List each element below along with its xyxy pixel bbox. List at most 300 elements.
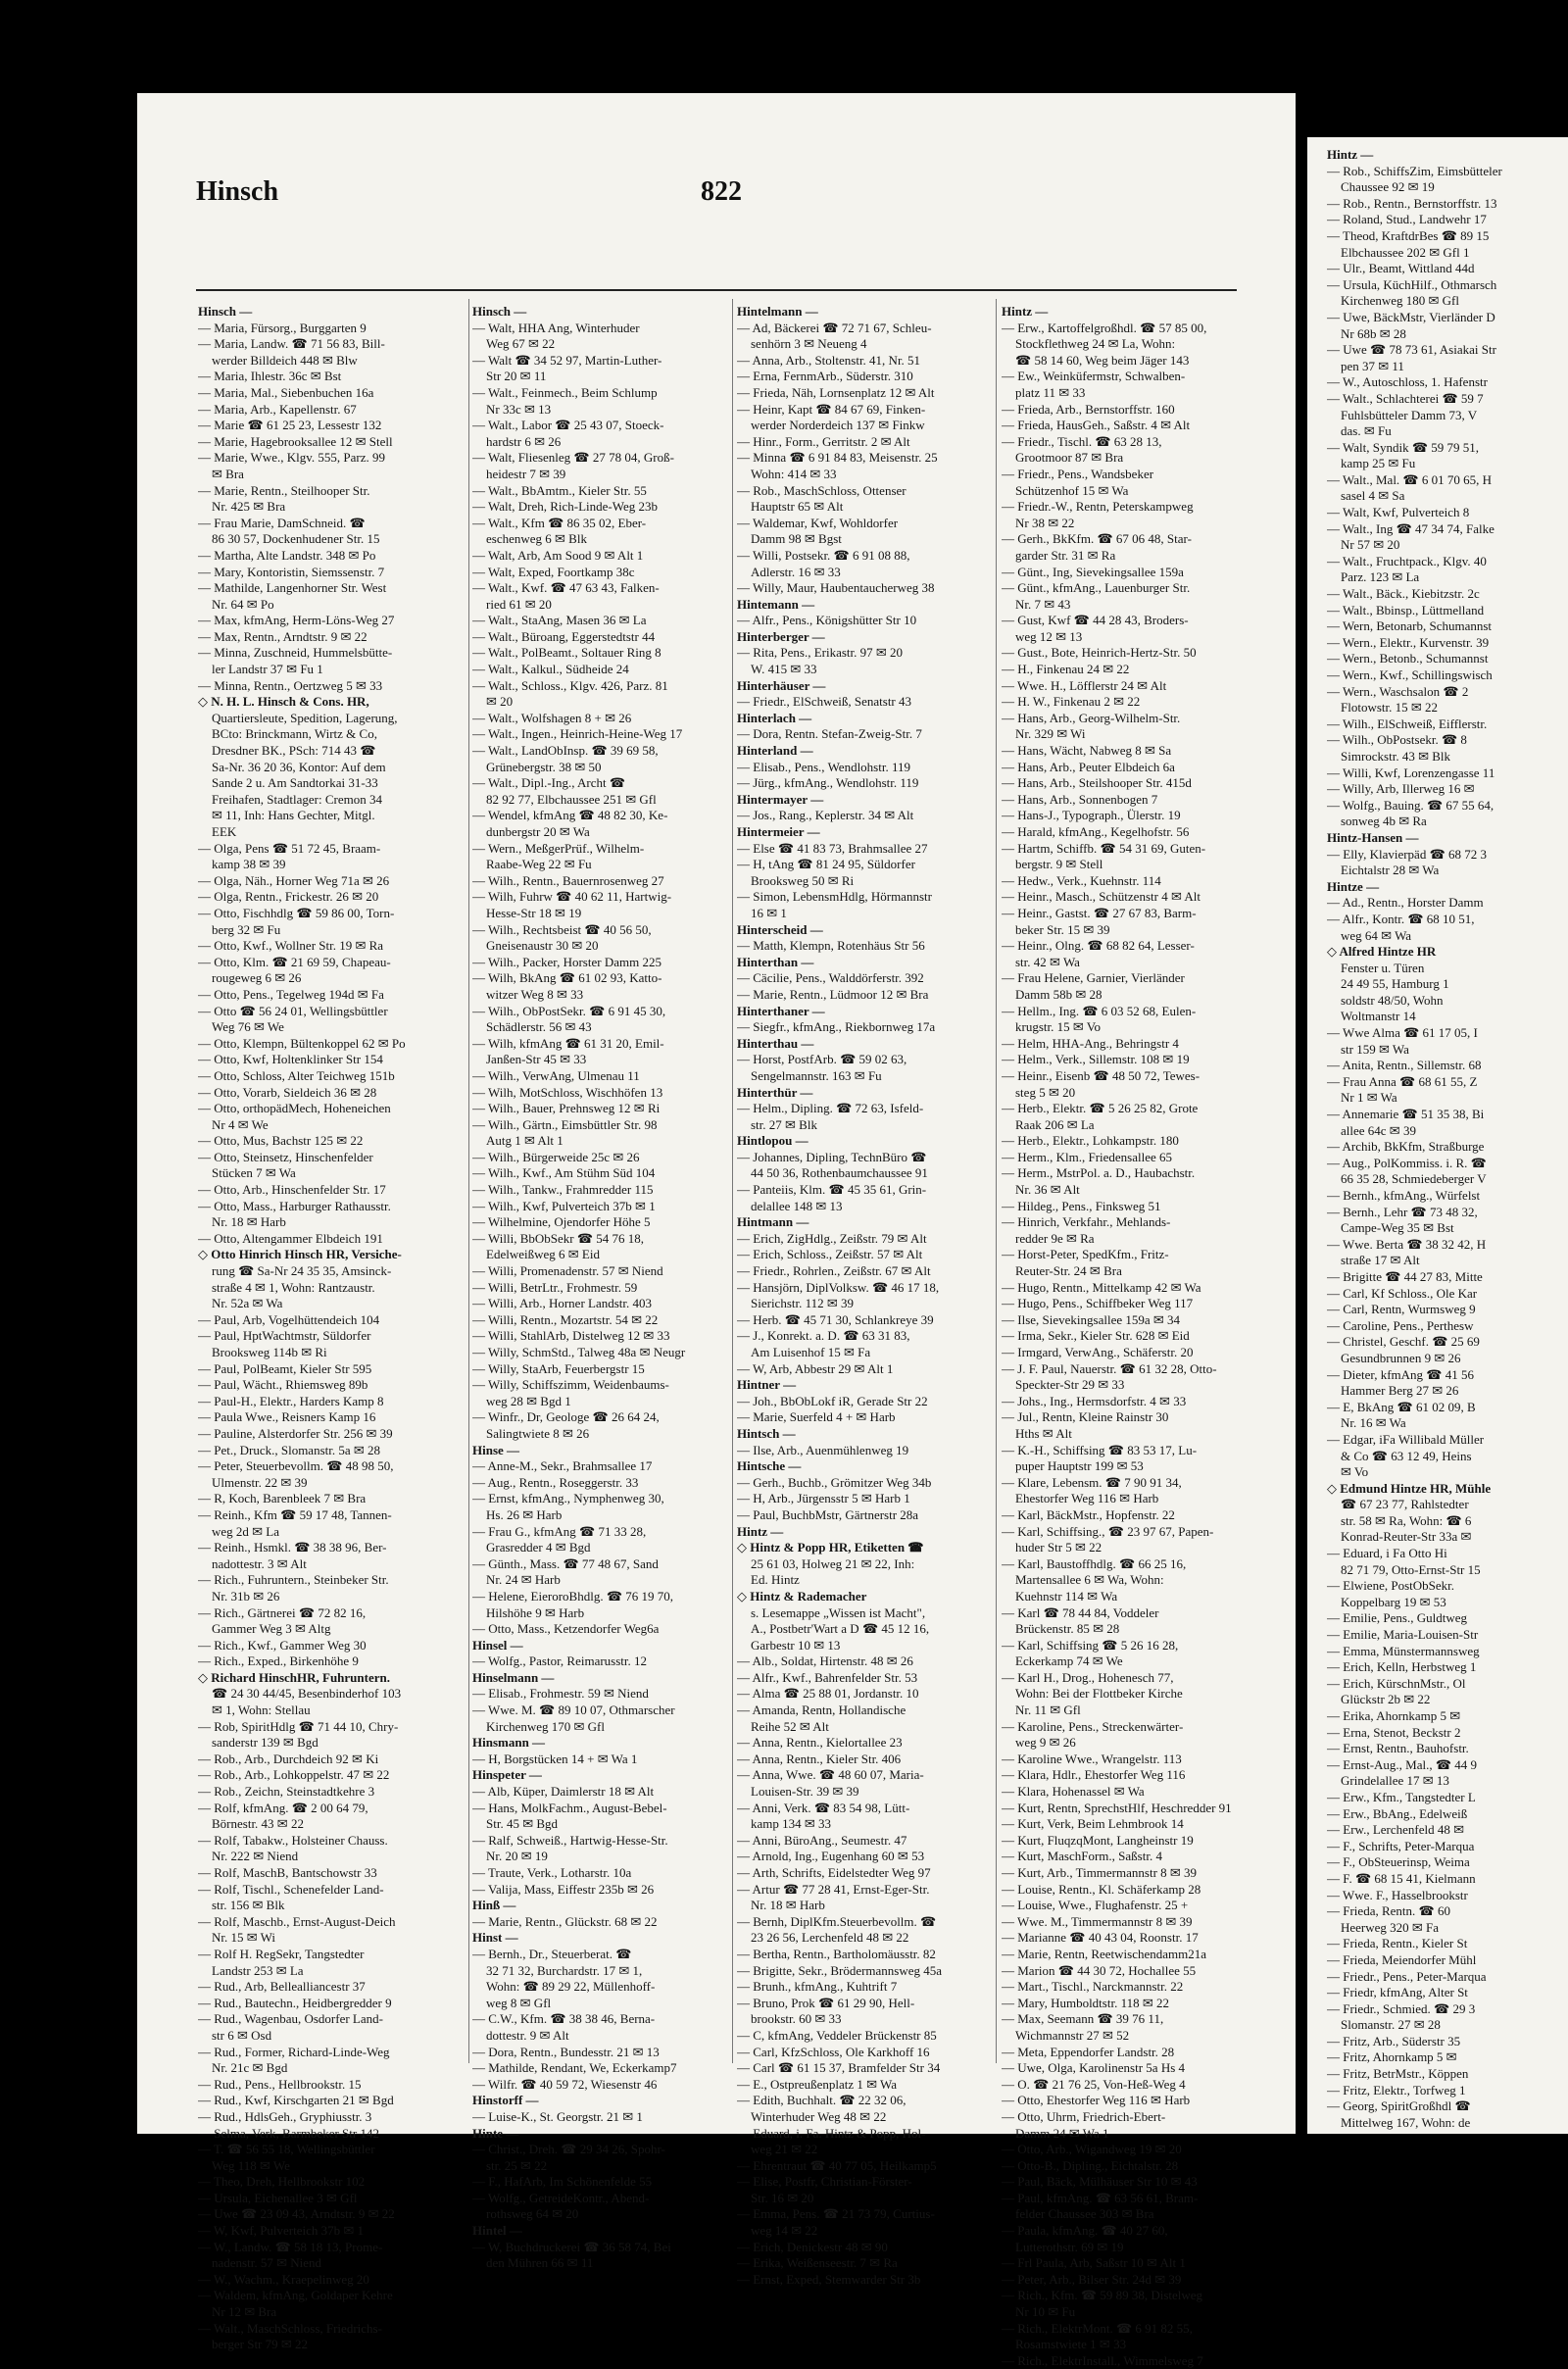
directory-entry-line: Eckerkamp 74 ✉ We [1015, 1653, 1123, 1669]
directory-entry-line: str. 27 ✉ Blk [751, 1116, 817, 1132]
directory-entry-line: — Peter, Arb., Bilser Str. 24d ✉ 39 [1002, 2271, 1182, 2287]
directory-entry-line: sanderstr 139 ✉ Bgd [212, 1735, 318, 1751]
directory-entry-line: — Marion ☎ 44 30 72, Hochallee 55 [1002, 1962, 1197, 1978]
directory-entry-line: str 159 ✉ Wa [1341, 1041, 1409, 1057]
surname-heading: Hinst — [472, 1930, 518, 1946]
directory-entry-line: — Johannes, Dipling, TechnBüro ☎ [737, 1149, 927, 1164]
directory-entry-line: — Caroline, Pens., Perthesw [1327, 1317, 1474, 1333]
directory-entry-line: — Christ., Dreh. ☎ 29 34 26, Spohr- [472, 2142, 665, 2157]
directory-entry-line: — W., Autoschloss, 1. Hafenstr [1327, 374, 1488, 390]
directory-entry-line: Glückstr 2b ✉ 22 [1341, 1692, 1431, 1707]
directory-entry-line: — Klare, Lebensm. ☎ 7 90 91 34, [1002, 1474, 1182, 1490]
directory-entry-line: felder Chaussee 303 ✉ Bra [1015, 2206, 1154, 2222]
directory-entry-line: — Rob, SpiritHdlg ☎ 71 44 10, Chry- [198, 1718, 399, 1734]
directory-entry-line: ✉ 11, Inh: Hans Gechter, Mitgl. [212, 808, 375, 823]
directory-entry-line: sonweg 4b ✉ Ra [1341, 814, 1427, 829]
surname-heading: Hintlopou — [737, 1133, 808, 1149]
surname-heading: Hinterland — [737, 743, 813, 759]
directory-entry-line: — Ernst-Aug., Mal., ☎ 44 9 [1327, 1756, 1478, 1772]
directory-entry-line: — Heinr., Eisenb ☎ 48 50 72, Tewes- [1002, 1067, 1200, 1083]
directory-entry-line: — Heinr., Masch., Schützenstr 4 ✉ Alt [1002, 889, 1200, 905]
directory-entry-line: — Rolf, Tabakw., Holsteiner Chauss. [198, 1832, 388, 1848]
surname-heading: Hinsch — [472, 304, 527, 319]
directory-entry-line: — Paul-H., Elektr., Harders Kamp 8 [198, 1393, 384, 1408]
directory-entry-line: — Brunh., kfmAng., Kuhtrift 7 [737, 1979, 898, 1995]
surname-heading: Hinsmann — [472, 1735, 546, 1751]
directory-entry-line: — Rita, Pens., Erikastr. 97 ✉ 20 [737, 645, 904, 661]
directory-entry-line: Damm 98 ✉ Bgst [751, 531, 842, 547]
directory-entry-line: — Rich., Exped., Birkenhöhe 9 [198, 1653, 359, 1669]
directory-entry-line: Nr. 31b ✉ 26 [212, 1588, 280, 1604]
directory-entry-line: 24 49 55, Hamburg 1 [1341, 976, 1449, 992]
directory-entry-line: — Willi, Kwf, Lorenzengasse 11 [1327, 765, 1495, 780]
directory-entry-line: 16 ✉ 1 [751, 905, 787, 920]
surname-heading: Hinte — [472, 2125, 519, 2141]
directory-entry-line: — Traute, Verk., Lotharstr. 10a [472, 1865, 632, 1880]
directory-entry-line: Gneisenaustr 30 ✉ 20 [486, 938, 599, 954]
directory-entry-line: Weg 67 ✉ 22 [486, 336, 556, 352]
directory-entry-line: — Otto, Arb., Hinschenfelder Str. 17 [198, 1182, 386, 1198]
surname-heading: Hinselmann — [472, 1669, 555, 1685]
directory-entry-line: — Herm., MstrPol. a. D., Haubachstr. [1002, 1165, 1196, 1181]
directory-entry-line: — Christel, Geschf. ☎ 25 69 [1327, 1334, 1480, 1350]
directory-entry-line: — Elisab., Pens., Wendlohstr. 119 [737, 759, 910, 774]
directory-entry-line: Quartiersleute, Spedition, Lagerung, [212, 710, 398, 725]
directory-entry-line: ☎ 67 23 77, Rahlstedter [1341, 1497, 1469, 1512]
directory-entry-line: Sa-Nr. 36 20 36, Kontor: Auf dem [212, 759, 386, 774]
directory-entry-line: — Walt., Bbinsp., Lüttmelland [1327, 602, 1485, 617]
directory-entry-line: — Wern., Elektr., Kurvenstr. 39 [1327, 634, 1490, 650]
directory-entry-line: — Irma, Sekr., Kieler Str. 628 ✉ Eid [1002, 1328, 1190, 1344]
directory-entry-line: — Emilie, Maria-Louisen-Str [1327, 1627, 1479, 1643]
directory-entry-line: rung ☎ Sa-Nr 24 35 35, Amsinck- [212, 1263, 392, 1279]
directory-entry-line: — Otto, Mass., Harburger Rathausstr. [198, 1198, 391, 1213]
directory-entry-line: — Marie, Hagebrooksallee 12 ✉ Stell [198, 433, 393, 449]
directory-entry-line: — Otto ☎ 56 24 01, Wellingsbüttler [198, 1003, 388, 1018]
directory-entry-line: — Heinr., Gastst. ☎ 27 67 83, Barm- [1002, 905, 1197, 920]
directory-entry-line: — Wern., Betonb., Schumannst [1327, 651, 1489, 666]
directory-entry-line: — Hinr., Form., Gerritstr. 2 ✉ Alt [737, 433, 910, 449]
directory-entry-line: — Otto, Ehestorfer Weg 116 ✉ Harb [1002, 2093, 1191, 2108]
directory-entry-line: ✉ 20 [486, 694, 514, 710]
directory-entry-line: — Wern., Kwf., Schillingswisch [1327, 667, 1493, 682]
directory-entry-line: — Helm, HHA-Ang., Behringstr 4 [1002, 1035, 1179, 1051]
directory-entry-line: Gesundbrunnen 9 ✉ 26 [1341, 1350, 1461, 1365]
surname-heading: Hintsch — [737, 1425, 796, 1441]
directory-entry-line: — Walt., Ingen., Heinrich-Heine-Weg 17 [472, 726, 683, 742]
directory-entry-line: — Rob., Rentn., Bernstorffstr. 13 [1327, 195, 1497, 211]
directory-entry-line: — J., Konrekt. a. D. ☎ 63 31 83, [737, 1328, 910, 1344]
directory-entry-line: — W, Kwf, Pulverteich 37b ✉ 1 [198, 2223, 365, 2239]
directory-entry-line: — Frieda, Meiendorfer Mühl [1327, 1951, 1477, 1967]
directory-entry-line: — Wilh., Gärtn., Eimsbüttler Str. 98 [472, 1116, 658, 1132]
directory-entry-line: — Karoline, Pens., Streckenwärter- [1002, 1718, 1184, 1734]
directory-entry-line: Nr 12 ✉ Bra [212, 2304, 277, 2320]
directory-entry-line: ☎ 24 30 44/45, Besenbinderhof 103 [212, 1686, 402, 1702]
directory-entry-line: — Wern., Waschsalon ☎ 2 [1327, 683, 1469, 699]
directory-entry-line: — Otto, Pens., Tegelweg 194d ✉ Fa [198, 986, 384, 1002]
directory-entry-line: — Willi, Rentn., Mozartstr. 54 ✉ 22 [472, 1311, 659, 1327]
directory-entry-line: Börnestr. 43 ✉ 22 [212, 1816, 304, 1832]
directory-entry-line: — Waldemar, Kwf, Wohldorfer [737, 515, 899, 530]
directory-entry-line: — Anita, Rentn., Sillemstr. 68 [1327, 1058, 1482, 1073]
directory-entry-line: — Emma, Pens. ☎ 21 73 79, Curtius- [737, 2206, 935, 2222]
directory-entry-line: kamp 25 ✉ Fu [1341, 456, 1416, 471]
directory-entry-line: Salingtwiete 8 ✉ 26 [486, 1425, 590, 1441]
directory-entry-line: A., Postbetr'Wart a D ☎ 45 12 16, [751, 1621, 930, 1637]
directory-entry-line: — Mary, Humboldtstr. 118 ✉ 22 [1002, 1995, 1169, 2010]
directory-entry-line: — Dora, Rentn. Stefan-Zweig-Str. 7 [737, 726, 922, 742]
directory-entry-line: — Pauline, Alsterdorfer Str. 256 ✉ 39 [198, 1425, 393, 1441]
directory-entry-line: Sierichstr. 112 ✉ 39 [751, 1296, 855, 1311]
column-divider [996, 299, 997, 2063]
directory-entry-line: — Archib, BkKfm, Straßburge [1327, 1139, 1485, 1155]
directory-entry-line: Str. 45 ✉ Bgd [486, 1816, 559, 1832]
directory-entry-line: Nr 38 ✉ 22 [1015, 515, 1075, 530]
directory-entry-line: — Willi, BetrLtr., Frohmestr. 59 [472, 1279, 638, 1295]
header-rule [196, 289, 1237, 291]
directory-entry-line: Elbchaussee 202 ✉ Gfl 1 [1341, 244, 1470, 260]
directory-entry-line: — Karl H., Drog., Hohenesch 77, [1002, 1669, 1174, 1685]
directory-entry-line: — Wilh., Bauer, Prehnsweg 12 ✉ Ri [472, 1101, 661, 1116]
directory-entry-line: Weg 76 ✉ We [212, 1019, 284, 1035]
directory-entry-line: — Friedr, kfmAng, Alter St [1327, 1985, 1468, 2000]
directory-entry-line: werder Norderdeich 137 ✉ Finkw [751, 418, 925, 433]
column-1 [198, 304, 453, 2353]
directory-entry-line: — Rud., Bautechn., Heidbergredder 9 [198, 1995, 392, 2010]
directory-entry-line: — Gust., Bote, Heinrich-Hertz-Str. 50 [1002, 645, 1197, 661]
directory-entry-line: — Ernst, Rentn., Bauhofstr. [1327, 1741, 1469, 1756]
directory-entry-line: — Wolfg., Bauing. ☎ 67 55 64, [1327, 797, 1494, 813]
directory-entry-line: — Emilie, Pens., Guldtweg [1327, 1610, 1467, 1626]
directory-entry-line: — Otto, Steinsetz, Hinschenfelder [198, 1149, 373, 1164]
directory-entry-line: — Rich., Kfm. ☎ 59 89 38, Distelweg [1002, 2288, 1203, 2303]
surname-heading: Hinterthan — [737, 954, 814, 969]
directory-entry-line: Koppelbarg 19 ✉ 53 [1341, 1594, 1446, 1609]
directory-entry-line: huder Str 5 ✉ 22 [1015, 1540, 1102, 1555]
directory-entry-line: ◇ Hintz & Popp HR, Etiketten ☎ [737, 1540, 924, 1555]
directory-entry-line: — Carl ☎ 61 15 37, Bramfelder Str 34 [737, 2060, 941, 2076]
directory-entry-line: straße 4 ✉ 1, Wohn: Rantzaustr. [212, 1279, 375, 1295]
directory-entry-line: — Paul, Wächt., Rhiemsweg 89b [198, 1377, 368, 1393]
directory-entry-line: Nr. 16 ✉ Wa [1341, 1415, 1406, 1431]
directory-entry-line: ✉ Vo [1341, 1464, 1369, 1480]
column-5 [1327, 147, 1568, 2131]
directory-entry-line: — Luise-K., St. Georgstr. 21 ✉ 1 [472, 2108, 643, 2124]
surname-heading: Hinterthür — [737, 1084, 813, 1100]
directory-entry-line: Gammer Weg 3 ✉ Altg [212, 1621, 331, 1637]
directory-entry-line: — Emma, Münstermannsweg [1327, 1643, 1480, 1658]
directory-entry-line: — Kurt, FluqzqMont, Langheinstr 19 [1002, 1832, 1194, 1848]
directory-entry-line: — Willy, Maur, Haubentaucherweg 38 [737, 580, 935, 596]
directory-entry-line: Hilshöhe 9 ✉ Harb [486, 1604, 585, 1620]
surname-heading: Hintelmann — [737, 304, 818, 319]
directory-entry-line: — Friedr., ElSchweiß, Senatstr 43 [737, 694, 912, 710]
directory-entry-line: — Marie, Rentn., Steilhooper Str. [198, 482, 370, 498]
directory-entry-line: — Hans, MolkFachm., August-Bebel- [472, 1800, 667, 1815]
directory-entry-line: — Otto, Klm. ☎ 21 69 59, Chapeau- [198, 954, 391, 969]
directory-entry-line: — Frau G., kfmAng ☎ 71 33 28, [472, 1523, 647, 1539]
directory-entry-line: — Wendel, kfmAng ☎ 48 82 30, Ke- [472, 808, 668, 823]
directory-entry-line: senhörn 3 ✉ Neueng 4 [751, 336, 867, 352]
directory-entry-line: W. 415 ✉ 33 [751, 662, 817, 677]
directory-entry-line: Slomanstr. 27 ✉ 28 [1341, 2017, 1441, 2033]
directory-entry-line: — Erich, KürschnMstr., Ol [1327, 1675, 1466, 1691]
directory-entry-line: Grootmoor 87 ✉ Bra [1015, 450, 1124, 466]
directory-entry-line: — Walt., Kwf. ☎ 47 63 43, Falken- [472, 580, 660, 596]
directory-entry-line: — Friedr., Tischl. ☎ 63 28 13, [1002, 433, 1162, 449]
surname-heading: Hinterberger — [737, 628, 825, 644]
directory-entry-line: — Rich., Gärtnerei ☎ 72 82 16, [198, 1604, 367, 1620]
directory-entry-line: weg 21 ✉ 22 [751, 2142, 818, 2157]
directory-entry-line: — Walt., Schloss., Klgv. 426, Parz. 81 [472, 677, 668, 693]
directory-entry-line: — Helm., Verk., Sillemstr. 108 ✉ 19 [1002, 1052, 1190, 1067]
directory-entry-line: Brooksweg 50 ✉ Ri [751, 872, 855, 888]
directory-entry-line: — Walt., StaAng, Masen 36 ✉ La [472, 613, 647, 628]
directory-entry-line: — Wilh., ElSchweiß, Eifflerstr. [1327, 716, 1488, 731]
directory-entry-line: — Rob., Arb., Lohkoppelstr. 47 ✉ 22 [198, 1767, 390, 1783]
directory-entry-line: — Walt., LandObInsp. ☎ 39 69 58, [472, 743, 659, 759]
directory-entry-line: — Anni, Verk. ☎ 83 54 98, Lütt- [737, 1800, 910, 1815]
column-divider [468, 299, 469, 2063]
directory-entry-line: — Fritz, BetrMstr., Köppen [1327, 2066, 1469, 2082]
directory-entry-line: — Wilh., Rechtsbeist ☎ 40 56 50, [472, 921, 652, 937]
directory-entry-line: — Bernh, DiplKfm.Steuerbevollm. ☎ [737, 1913, 937, 1929]
directory-entry-line: garder Str. 31 ✉ Ra [1015, 547, 1116, 563]
surname-heading: Hinsel — [472, 1637, 523, 1653]
directory-entry-line: — Pet., Druck., Slomanstr. 5a ✉ 28 [198, 1442, 381, 1457]
directory-entry-line: — Ilse, Arb., Auenmühlenweg 19 [737, 1442, 909, 1457]
directory-entry-line: str. 42 ✉ Wa [1015, 954, 1080, 969]
directory-entry-line: & Co ☎ 63 12 49, Heins [1341, 1448, 1472, 1463]
directory-entry-line: dottestr. 9 ✉ Alt [486, 2027, 569, 2043]
directory-entry-line: — Hans, Wächt, Nabweg 8 ✉ Sa [1002, 743, 1172, 759]
directory-entry-line: — J. F. Paul, Nauerstr. ☎ 61 32 28, Otto- [1002, 1360, 1217, 1376]
directory-entry-line: — O. ☎ 21 76 25, Von-Heß-Weg 4 [1002, 2076, 1186, 2092]
directory-entry-line: Martensallee 6 ✉ Wa, Wohn: [1015, 1572, 1164, 1588]
surname-heading: Hintze — [1327, 878, 1380, 894]
directory-entry-line: puper Hauptstr 199 ✉ 53 [1015, 1458, 1144, 1474]
directory-entry-line: — Anna, Wwe. ☎ 48 60 07, Maria- [737, 1767, 924, 1783]
directory-entry-line: Damm 58b ✉ 28 [1015, 986, 1102, 1002]
directory-entry-line: — Minna ☎ 6 91 84 83, Meisenstr. 25 [737, 450, 938, 466]
directory-entry-line: — Kurt, Verk, Beim Lehmbrook 14 [1002, 1816, 1184, 1832]
directory-entry-line: 82 71 79, Otto-Ernst-Str 15 [1341, 1561, 1481, 1577]
directory-entry-line: Brooksweg 114b ✉ Ri [212, 1345, 327, 1359]
directory-entry-line: Am Luisenhof 15 ✉ Fa [751, 1345, 871, 1359]
directory-entry-line: — Helene, EieroroBhdlg. ☎ 76 19 70, [472, 1588, 674, 1604]
directory-entry-line: rothsweg 64 ✉ 20 [486, 2206, 579, 2222]
directory-entry-line: — Meta, Eppendorfer Landstr. 28 [1002, 2044, 1175, 2059]
surname-heading: Hinspeter — [472, 1767, 542, 1783]
directory-entry-line: str 6 ✉ Osd [212, 2027, 272, 2043]
directory-entry-line: Hauptstr 65 ✉ Alt [751, 499, 844, 515]
surname-heading: Hinterlach — [737, 710, 812, 725]
directory-entry-line: — Walt., Kalkul., Südheide 24 [472, 662, 629, 677]
directory-entry-line: Sengelmannstr. 163 ✉ Fu [751, 1067, 882, 1083]
directory-entry-line: — Otto, Arb., Wigandweg 19 ✉ 20 [1002, 2142, 1182, 2157]
directory-entry-line: — Louise, Rentn., Kl. Schäferkamp 28 [1002, 1881, 1201, 1897]
directory-entry-line: — Eduard, i Fa Otto Hi [1327, 1546, 1447, 1561]
directory-entry-line: Konrad-Reuter-Str 33a ✉ [1341, 1529, 1472, 1545]
directory-entry-line: — Otto, Kwf., Wollner Str. 19 ✉ Ra [198, 938, 384, 954]
directory-entry-line: Fuhlsbütteler Damm 73, V [1341, 407, 1478, 422]
directory-entry-line: — Carl, Kf Schloss., Ole Kar [1327, 1285, 1478, 1301]
directory-entry-line: — Max, Seemann ☎ 39 76 11, [1002, 2011, 1164, 2027]
directory-entry-line: — Olga, Näh., Horner Weg 71a ✉ 26 [198, 872, 390, 888]
directory-entry-line: — H. W., Finkenau 2 ✉ 22 [1002, 694, 1141, 710]
directory-entry-line: — Aug., Rentn., Roseggerstr. 33 [472, 1474, 639, 1490]
directory-entry-line: dunbergstr 20 ✉ Wa [486, 824, 590, 839]
directory-entry-line: — Marie, Rentn, Reetwischendamm21a [1002, 1946, 1207, 1961]
directory-entry-line: — Klara, Hohenassel ✉ Wa [1002, 1784, 1145, 1800]
directory-entry-line: Sande 2 u. Am Sandtorkai 31-33 [212, 775, 378, 791]
directory-entry-line: — Rob., Zeichn, Steinstadtkehre 3 [198, 1784, 375, 1800]
directory-entry-line: ◇ Hintz & Rademacher [737, 1588, 867, 1604]
directory-entry-line: Nr. 24 ✉ Harb [486, 1572, 561, 1588]
directory-entry-line: Parz. 123 ✉ La [1341, 569, 1420, 585]
directory-entry-line: — Wwe. M. ☎ 89 10 07, Othmarscher [472, 1703, 675, 1718]
directory-entry-line: Ed. Hintz [751, 1572, 800, 1588]
directory-entry-line: — Rolf, MaschB, Bantschowstr 33 [198, 1865, 377, 1880]
directory-entry-line: Nr. 64 ✉ Po [212, 596, 274, 612]
directory-entry-line: — Walt., Fruchtpack., Klgv. 40 [1327, 553, 1487, 568]
directory-entry-line: EEK [212, 824, 237, 839]
directory-entry-line: delallee 148 ✉ 13 [751, 1198, 843, 1213]
directory-entry-line: — Walt., Schlachterei ☎ 59 7 [1327, 390, 1484, 406]
next-page-fragment [1307, 137, 1568, 2134]
directory-entry-line: — Karl, BäckMstr., Hopfenstr. 22 [1002, 1506, 1175, 1522]
directory-entry-line: — Peter, Steuerbevollm. ☎ 48 98 50, [198, 1458, 394, 1474]
directory-entry-line: — Hans, Arb., Sonnenbogen 7 [1002, 791, 1158, 807]
directory-entry-line: — Herb., Elektr., Lohkampstr. 180 [1002, 1133, 1179, 1149]
directory-entry-line: 25 61 03, Holweg 21 ✉ 22, Inh: [751, 1555, 915, 1571]
directory-entry-line: ◇ Richard HinschHR, Fuhruntern. [198, 1669, 390, 1685]
directory-entry-line: kamp 38 ✉ 39 [212, 857, 286, 872]
directory-entry-line: — Erna, Stenot, Beckstr 2 [1327, 1724, 1461, 1740]
directory-entry-line: — Hans, Arb., Peuter Elbdeich 6a [1002, 759, 1175, 774]
directory-entry-line: — Hedw., Verk., Kuehnstr. 114 [1002, 872, 1161, 888]
directory-entry-line: — Alma ☎ 25 88 01, Jordanstr. 10 [737, 1686, 919, 1702]
directory-entry-line: — F., HafArb, Im Schönenfelde 55 [472, 2174, 653, 2190]
directory-entry-line: — T. ☎ 56 55 18, Wellingsbüttler [198, 2142, 375, 2157]
directory-entry-line: allee 64c ✉ 39 [1341, 1122, 1416, 1138]
directory-entry-line: Nr. 52a ✉ Wa [212, 1296, 283, 1311]
directory-entry-line: — Wwe. M., Timmermannstr 8 ✉ 39 [1002, 1913, 1193, 1929]
surname-heading: Hinterthaner — [737, 1003, 825, 1018]
directory-entry-line: — Hinrich, Verkfahr., Mehlands- [1002, 1214, 1171, 1230]
directory-entry-line: — Friedr., Pens., Peter-Marqua [1327, 1968, 1487, 1984]
directory-entry-line: Flotowstr. 15 ✉ 22 [1341, 700, 1439, 716]
directory-entry-line: — Otto, Altengammer Elbdeich 191 [198, 1230, 383, 1246]
directory-entry-line: — Hans-J., Typograph., Ülerstr. 19 [1002, 808, 1181, 823]
directory-entry-line: 86 30 57, Dockenhudener Str. 15 [212, 531, 380, 547]
directory-entry-line: — Walt., PolBeamt., Soltauer Ring 8 [472, 645, 662, 661]
directory-entry-line: — Willy, StaArb, Feuerbergstr 15 [472, 1360, 645, 1376]
directory-entry-line: — Erw., Kfm., Tangstedter L [1327, 1789, 1476, 1804]
directory-entry-line: — Rolf, kfmAng. ☎ 2 00 64 79, [198, 1800, 368, 1815]
directory-entry-line: Grünebergstr. 38 ✉ 50 [486, 759, 602, 774]
directory-entry-line: — Panteiis, Klm. ☎ 45 35 61, Grin- [737, 1182, 927, 1198]
directory-entry-line: — Rud., Former, Richard-Linde-Weg [198, 2044, 390, 2059]
directory-entry-line: — Maria, Arb., Kapellenstr. 67 [198, 401, 357, 417]
directory-entry-line: — Jos., Rang., Keplerstr. 34 ✉ Alt [737, 808, 914, 823]
directory-entry-line: — Georg, SpiritGroßhdl ☎ [1327, 2098, 1471, 2114]
directory-entry-line: Lutterothstr. 69 ✉ 19 [1015, 2239, 1124, 2254]
directory-entry-line: — Wilh, MotSchloss, Wischhöfen 13 [472, 1084, 663, 1100]
directory-entry-line: — Otto, Vorarb, Sieldeich 36 ✉ 28 [198, 1084, 377, 1100]
surname-heading: Hintel — [472, 2223, 522, 2239]
directory-entry-line: krugstr. 15 ✉ Vo [1015, 1019, 1101, 1035]
directory-entry-line: Hammer Berg 27 ✉ 26 [1341, 1383, 1459, 1399]
directory-entry-line: Nr. 7 ✉ 43 [1015, 596, 1071, 612]
directory-entry-line: — Minna, Zuschneid, Hummelsbütte- [198, 645, 393, 661]
directory-entry-line: — Bertha, Rentn., Bartholomäusstr. 82 [737, 1946, 936, 1961]
directory-entry-line: — Elise, Postfr, Christian-Förster- [737, 2174, 912, 2190]
directory-entry-line: — Marie, Suerfeld 4 + ✉ Harb [737, 1409, 896, 1425]
directory-entry-line: — E, BkAng ☎ 61 02 09, B [1327, 1399, 1476, 1414]
directory-entry-line: — Ulr., Beamt, Wittland 44d [1327, 261, 1475, 276]
directory-entry-line: — K.-H., Schiffsing ☎ 83 53 17, Lu- [1002, 1442, 1198, 1457]
directory-entry-line: — Heinr, Kapt ☎ 84 67 69, Finken- [737, 401, 926, 417]
directory-entry-line: — Alb, Küper, Daimlerstr 18 ✉ Alt [472, 1784, 655, 1800]
directory-entry-line: BCto: Brinckmann, Wirtz & Co, [212, 726, 377, 742]
directory-entry-line: — Friedr., Rohrlen., Zeißstr. 67 ✉ Alt [737, 1263, 931, 1279]
directory-entry-line: — Wilh, kfmAng ☎ 61 31 20, Emil- [472, 1035, 664, 1051]
directory-entry-line: Nr. 425 ✉ Bra [212, 499, 286, 515]
directory-entry-line: berger Str 79 ✉ 22 [212, 2337, 309, 2352]
directory-entry-line: Nr. 20 ✉ 19 [486, 1849, 548, 1864]
directory-entry-line: Raak 206 ✉ La [1015, 1116, 1095, 1132]
directory-entry-line: — Willi, Promenadenstr. 57 ✉ Niend [472, 1263, 663, 1279]
directory-entry-line: Simrockstr. 43 ✉ Blk [1341, 748, 1451, 764]
directory-entry-line: Nr. 15 ✉ Wi [212, 1930, 276, 1946]
directory-entry-line: Str 20 ✉ 11 [486, 369, 547, 384]
directory-entry-line: — Olga, Pens ☎ 51 72 45, Braam- [198, 840, 381, 856]
surname-heading: Hintz — [737, 1523, 784, 1539]
directory-entry-line: — Wilh, Fuhrw ☎ 40 62 11, Hartwig- [472, 889, 672, 905]
directory-entry-line: Schützenhof 15 ✉ Wa [1015, 482, 1129, 498]
directory-entry-line: — Frieda, Arb., Bernstorffstr. 160 [1002, 401, 1175, 417]
directory-entry-line: — Kurt, Arb., Timmermannstr 8 ✉ 39 [1002, 1865, 1198, 1880]
directory-entry-line: Nr 1 ✉ Wa [1341, 1090, 1397, 1106]
directory-entry-line: ◇ Otto Hinrich Hinsch HR, Versiche- [198, 1247, 402, 1262]
directory-entry-line: — Hans, Arb., Steilshooper Str. 415d [1002, 775, 1192, 791]
directory-entry-line: — Reinh., Hsmkl. ☎ 38 38 96, Ber- [198, 1540, 387, 1555]
directory-entry-line: — Alb., Soldat, Hirtenstr. 48 ✉ 26 [737, 1653, 913, 1669]
directory-entry-line: Reihe 52 ✉ Alt [751, 1718, 829, 1734]
directory-entry-line: — Otto, Klempn, Bültenkoppel 62 ✉ Po [198, 1035, 406, 1051]
directory-entry-line: — C, kfmAng, Veddeler Brückenstr 85 [737, 2027, 937, 2043]
directory-entry-line: — Walt, Syndik ☎ 59 79 51, [1327, 439, 1480, 455]
directory-entry-line: ☎ 58 14 60, Weg beim Jäger 143 [1015, 352, 1190, 368]
directory-entry-line: — Rud., Kwf, Kirschgarten 21 ✉ Bgd [198, 2093, 394, 2108]
directory-entry-line: — Walt ☎ 34 52 97, Martin-Luther- [472, 352, 662, 368]
directory-entry-line: — H., Finkenau 24 ✉ 22 [1002, 662, 1130, 677]
directory-entry-line: 44 50 36, Rothenbaumchaussee 91 [751, 1165, 928, 1181]
directory-entry-line: Nr 33c ✉ 13 [486, 401, 552, 417]
directory-entry-line: — W, Buchdruckerei ☎ 36 58 74, Bei [472, 2239, 671, 2254]
directory-entry-line: — H, Borgstücken 14 + ✉ Wa 1 [472, 1751, 638, 1766]
directory-entry-line: — Wilh., ObPostsekr. ☎ 8 [1327, 732, 1467, 748]
directory-entry-line: — Else ☎ 41 83 73, Brahmsallee 27 [737, 840, 928, 856]
directory-entry-line: — Annemarie ☎ 51 35 38, Bi [1327, 1107, 1485, 1122]
directory-entry-line: weg 14 ✉ 22 [751, 2223, 818, 2239]
directory-entry-line: — Edith, Buchhalt. ☎ 22 32 06, [737, 2093, 906, 2108]
directory-entry-line: — Wwe. H., Löfflerstr 24 ✉ Alt [1002, 677, 1167, 693]
directory-entry-line: — Maria, Mal., Siebenbuchen 16a [198, 384, 374, 400]
directory-entry-line: — Rich., ElektrMont. ☎ 6 91 82 55, [1002, 2320, 1193, 2336]
